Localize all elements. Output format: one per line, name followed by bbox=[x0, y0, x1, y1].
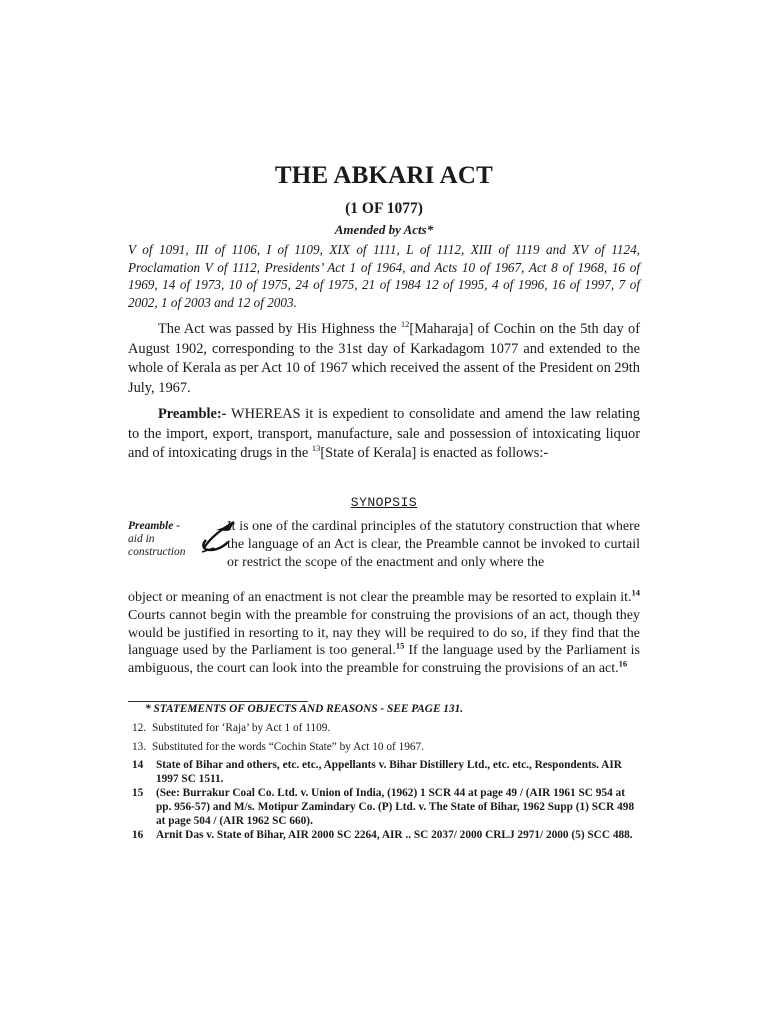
synopsis-text-continued: object or meaning of an enactment is not clear the preamble may be resorted to explain it.$^{14}$ Courts cannot begin with the preamble for construing the provisions of an act, though they would be justified in resorting to it, nay they will be required to do so, if they find that the language used by the Parliament is too general.$^{15}$ If the language used by the Parliament is ambiguous, the court can look into the preamble for construing the provisions of an act.$^{16}$ bbox=[128, 587, 640, 677]
act-title: THE ABKARI ACT bbox=[274, 162, 494, 189]
footnote-ref-15: 15 bbox=[395, 640, 405, 651]
footnote-ref-12: 12 bbox=[400, 319, 410, 330]
intro-paragraph: The Act was passed by His Highness the $^{12}$[Maharaja] of Cochin on the 5th day of August 1902, corresponding to the 31st day of Karkadagom 1077 and extended to the whole of Kerala as per Act 10 of 1967 which received the assent of the President on 29th July, 1967. bbox=[128, 319, 640, 396]
footnote-ref-16: 16 bbox=[618, 658, 628, 669]
synopsis-text-indented: It is one of the cardinal principles of the statutory construction that where the language of an Act is clear, the Preamble cannot be invoked to curtail or restrict the scope of the enactment and only where the bbox=[227, 519, 640, 570]
margin-note: Preamble - aid in construction bbox=[128, 520, 186, 558]
footnote-ref-14: 14 bbox=[631, 587, 640, 598]
footnote-ref-13: 13 bbox=[311, 443, 321, 454]
act-number: (1 OF 1077) bbox=[345, 200, 423, 217]
footnote-divider bbox=[128, 701, 308, 702]
statement-of-objects-note: * STATEMENTS OF OBJECTS AND REASONS - SEE PAGE 131. bbox=[145, 703, 464, 715]
preamble-paragraph: Preamble:- WHEREAS it is expedient to consolidate and amend the law relating to the import, export, transport, manufacture, sale and possession of intoxicating liquor and of intoxicating drugs in the $^{13}$[State of Kerala] is enacted as follows:- bbox=[128, 406, 640, 461]
document-page: THE ABKARI ACT (1 OF 1077) Amended by Acts* V of 1091, III of 1106, I of 1109, XIX of 1111, L of 1112, XIII of 1119 and XV of 1124, Proclamation V of 1112, Presidents’ Act 1 of 1964, and Acts 10 of 1967, Act 8 of 1968, 16 of 1969, 14 of 1973, 10 of 1975, 24 of 1975, 21 of 1984 12 of 1995, 4 of 1996, 16 of 1997, 7 of 2002, 1 of 2003 and 12 of 2003. The Act was passed by His Highness the $^{12}$[Maharaja] of Cochin on the 5th day of August 1902, corresponding to the 31st day of Karkadagom 1077 and extended to the whole of Kerala as per Act 10 of 1967 which received the assent of the President on 29th July, 1967. Preamble:- WHEREAS it is expedient to consolidate and amend the law relating to the import, export, transport, manufacture, sale and possession of intoxicating liquor and of intoxicating drugs in the $^{13}$[State of Kerala] is enacted as follows:- SYNOPSIS Preamble - aid in construction It is one of the cardinal principles of the statutory construction that where the language of an Act is clear, the Preamble cannot be invoked to curtail or restrict the scope of the enactment and only where the object or meaning of an enactment is not clear the preamble may be resorted to explain it.$^{14}$ Courts cannot begin with the preamble for construing the provisions of an act, though they would be justified in resorting to it, nay they will be required to do so, if they find that the language used by the Parliament is too general.$^{15}$ If the language used by the Parliament is ambiguous, the court can look into the preamble for construing the provisions of an act.$^{16}$ * STATEMENTS OF OBJECTS AND REASONS - SEE PAGE 131. 12. Substituted for ‘Raja’ by Act 1 of 1109. 13. Substituted for the words “Cochin State” by Act 10 of 1967. 14 State of Bihar and others, etc. etc., Appellants v. Bihar Distillery Ltd., etc. etc., Respondents. AIR 1997 SC 1511. 15 (See: Burrakur Coal Co. Ltd. v. Union of India, (1962) 1 SCR 44 at page 49 / (AIR 1961 SC 954 at pp. 956-57) and M/s. Motipur Zamindary Co. (P) Ltd. v. The State of Bihar, 1962 Supp (1) SCR 498 at page 504 / (AIR 1962 SC 660). 16 Arnit Das v. State of Bihar, AIR 2000 SC 2264, AIR .. SC 2037/ 2000 CRLJ 2971/ 2000 (5) SCC 488. bbox=[0, 0, 768, 1024]
amended-label: Amended by Acts* bbox=[334, 222, 434, 237]
synopsis-heading: SYNOPSIS bbox=[350, 495, 418, 510]
preamble-label: Preamble:- bbox=[158, 406, 227, 422]
amending-acts-list: V of 1091, III of 1106, I of 1109, XIX of 1111, L of 1112, XIII of 1119 and XV of 1124, Proclamation V of 1112, Presidents’ Act 1 of 1964, and Acts 10 of 1967, Act 8 of 1968, 16 of 1969, 14 of 1973, 10 of 1975, 24 of 1975, 21 of 1984 12 of 1995, 4 of 1996, 16 of 1997, 7 of 2002, 1 of 2003 and 12 of 2003. bbox=[128, 242, 640, 310]
